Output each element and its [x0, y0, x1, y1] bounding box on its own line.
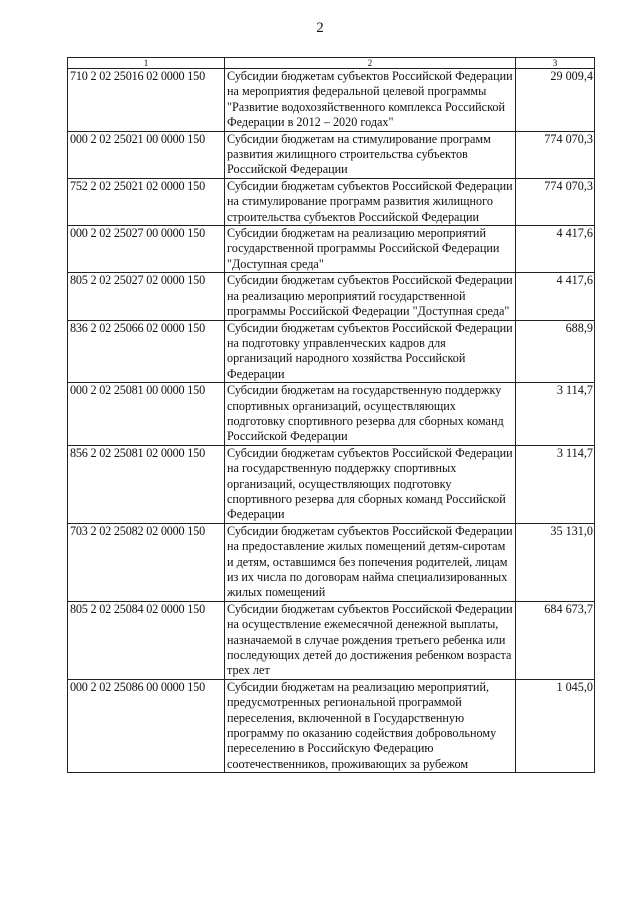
table-header-row [68, 58, 595, 69]
row-description: Субсидии бюджетам на реализацию мероприятий, предусмотренных региональной программой переселения, включенной в Государственную программу по оказанию содействия добровольному переселению в Российскую Федерацию соотечественников, проживающих за рубежом [225, 679, 516, 772]
row-code: 805 2 02 25084 02 0000 150 [68, 601, 225, 679]
row-code: 000 2 02 25021 00 0000 150 [68, 131, 225, 178]
row-description: Субсидии бюджетам субъектов Российской Федерации на мероприятия федеральной целевой программы "Развитие водохозяйственного комплекса Российской Федерации в 2012 – 2020 годах" [225, 69, 516, 132]
row-amount: 4 417,6 [516, 226, 595, 273]
row-code: 710 2 02 25016 02 0000 150 [68, 69, 225, 132]
row-amount: 4 417,6 [516, 273, 595, 320]
row-amount: 3 114,7 [516, 445, 595, 523]
row-code: 000 2 02 25086 00 0000 150 [68, 679, 225, 772]
row-code: 000 2 02 25081 00 0000 150 [68, 383, 225, 446]
row-amount: 774 070,3 [516, 178, 595, 225]
table-row [68, 226, 595, 273]
table-row [68, 601, 595, 679]
row-description: Субсидии бюджетам субъектов Российской Федерации на реализацию мероприятий государственной программы Российской Федерации "Доступная среда" [225, 273, 516, 320]
row-description: Субсидии бюджетам субъектов Российской Федерации на подготовку управленческих кадров для организаций народного хозяйства Российской Федерации [225, 320, 516, 383]
row-description: Субсидии бюджетам субъектов Российской Федерации на государственную поддержку спортивных организаций, осуществляющих подготовку спортивного резерва для сборных команд Российской Федерации [225, 445, 516, 523]
row-code: 752 2 02 25021 02 0000 150 [68, 178, 225, 225]
column-header-code: 1 [68, 58, 225, 69]
table-row [68, 679, 595, 772]
table-row [68, 273, 595, 320]
row-description: Субсидии бюджетам субъектов Российской Федерации на осуществление ежемесячной денежной выплаты, назначаемой в случае рождения третьего ребенка или последующих детей до достижения ребенком возраста трех лет [225, 601, 516, 679]
table-row [68, 69, 595, 132]
row-description: Субсидии бюджетам на стимулирование программ развития жилищного строительства субъектов Российской Федерации [225, 131, 516, 178]
row-amount: 688,9 [516, 320, 595, 383]
table-row [68, 131, 595, 178]
row-code: 000 2 02 25027 00 0000 150 [68, 226, 225, 273]
row-amount: 684 673,7 [516, 601, 595, 679]
row-code: 856 2 02 25081 02 0000 150 [68, 445, 225, 523]
table-row [68, 383, 595, 446]
table-row [68, 178, 595, 225]
table-row [68, 445, 595, 523]
budget-table [67, 57, 595, 773]
row-code: 836 2 02 25066 02 0000 150 [68, 320, 225, 383]
row-description: Субсидии бюджетам субъектов Российской Федерации на стимулирование программ развития жилищного строительства субъектов Российской Федерации [225, 178, 516, 225]
row-code: 703 2 02 25082 02 0000 150 [68, 523, 225, 601]
table-row [68, 320, 595, 383]
row-amount: 35 131,0 [516, 523, 595, 601]
column-header-amount: 3 [516, 58, 595, 69]
table-row [68, 523, 595, 601]
row-amount: 1 045,0 [516, 679, 595, 772]
row-description: Субсидии бюджетам на государственную поддержку спортивных организаций, осуществляющих подготовку спортивного резерва для сборных команд Российской Федерации [225, 383, 516, 446]
row-description: Субсидии бюджетам на реализацию мероприятий государственной программы Российской Федерации "Доступная среда" [225, 226, 516, 273]
row-amount: 774 070,3 [516, 131, 595, 178]
row-amount: 3 114,7 [516, 383, 595, 446]
row-description: Субсидии бюджетам субъектов Российской Федерации на предоставление жилых помещений детям-сиротам и детям, оставшимся без попечения родителей, лицам из их числа по договорам найма специализированных жилых помещений [225, 523, 516, 601]
row-amount: 29 009,4 [516, 69, 595, 132]
row-code: 805 2 02 25027 02 0000 150 [68, 273, 225, 320]
page-number: 2 [316, 20, 324, 36]
column-header-description: 2 [225, 58, 516, 69]
